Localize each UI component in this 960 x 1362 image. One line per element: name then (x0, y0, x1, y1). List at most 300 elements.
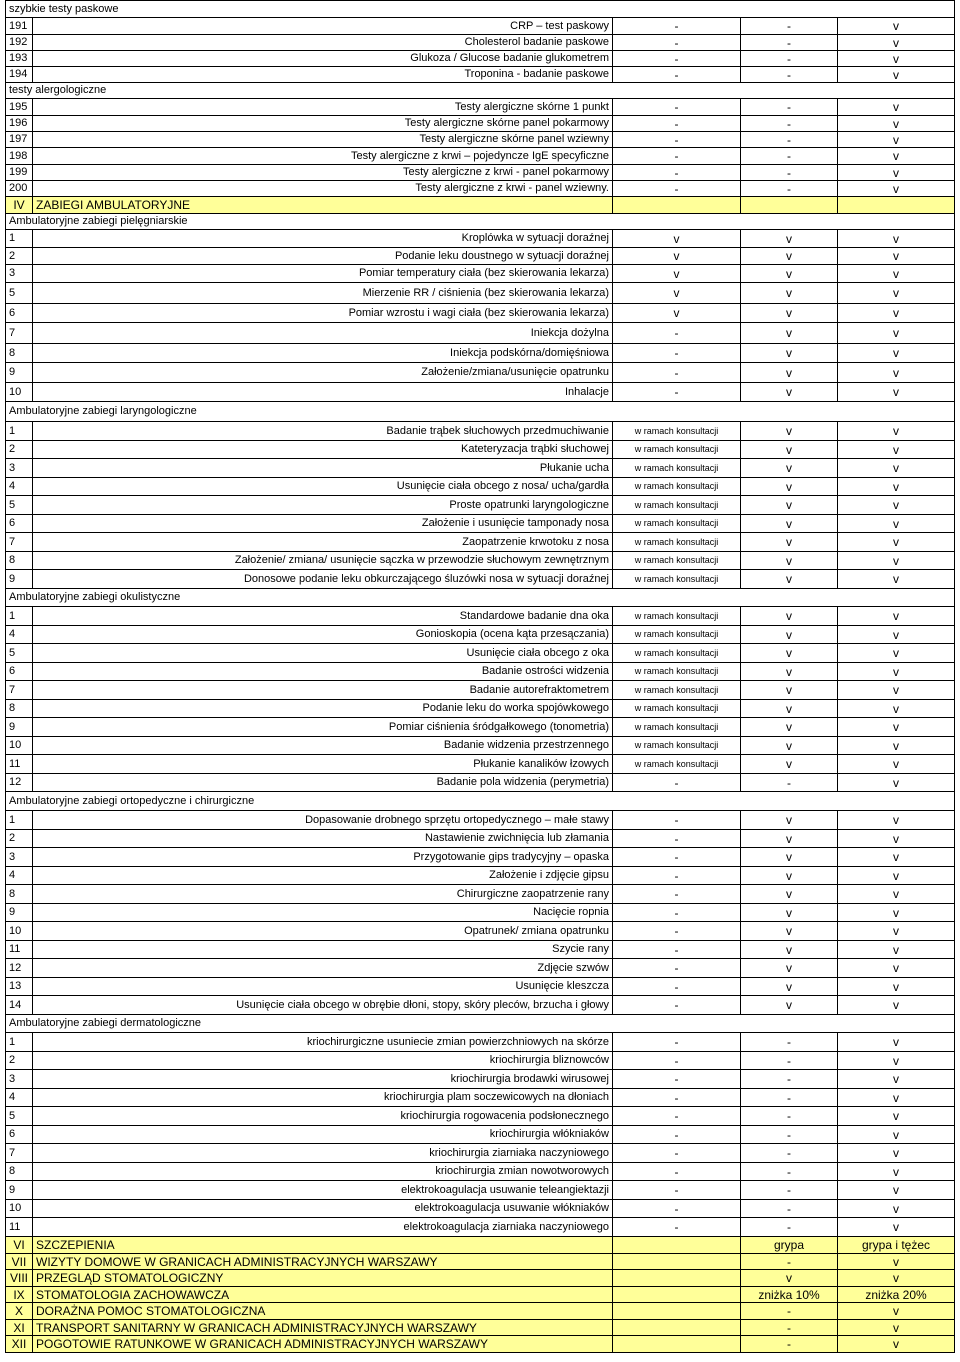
plan-b-value: v (741, 867, 838, 885)
service-name: Założenie/zmiana/usunięcie opatrunku (33, 363, 613, 383)
plan-c-value: v (838, 1218, 955, 1237)
table-row (6, 867, 955, 885)
plan-a-value: - (613, 904, 741, 922)
service-name: Usunięcie kleszcza (33, 978, 613, 996)
plan-b-value: - (741, 165, 838, 181)
plan-b-value: v (741, 1270, 838, 1287)
services-table-body (6, 1, 955, 1353)
table-row (6, 996, 955, 1015)
plan-c-value: v (838, 1320, 955, 1336)
service-name: Badanie ostrości widzenia (33, 663, 613, 681)
row-number: 9 (6, 718, 33, 737)
service-name: Przygotowanie gips tradycyjny – opaska (33, 848, 613, 867)
table-row (6, 383, 955, 402)
plan-c-value: v (838, 18, 955, 35)
plan-c-value: v (838, 1126, 955, 1144)
plan-a-value: w ramach konsultacji (613, 755, 741, 774)
plan-b-value: grypa (741, 1237, 838, 1254)
table-row (6, 1126, 955, 1144)
plan-b-value: v (741, 383, 838, 402)
row-number: 2 (6, 830, 33, 848)
plan-b-value: - (741, 1052, 838, 1070)
service-name: Pomiar wzrostu i wagi ciała (bez skierowania lekarza) (33, 304, 613, 323)
plan-c-value: v (838, 1336, 955, 1353)
plan-b-value: v (741, 644, 838, 663)
plan-c-value: v (838, 99, 955, 116)
plan-b-value: v (741, 515, 838, 533)
service-name: Cholesterol badanie paskowe (33, 35, 613, 51)
plan-c-value: v (838, 148, 955, 165)
plan-b-value: - (741, 148, 838, 165)
table-row (6, 607, 955, 626)
plan-a-value: - (613, 941, 741, 959)
category-name: POGOTOWIE RATUNKOWE W GRANICACH ADMINISTRACYJNYCH WARSZAWY (33, 1336, 613, 1353)
row-number: 6 (6, 1126, 33, 1144)
plan-a-value (613, 1303, 741, 1320)
plan-b-value: v (741, 848, 838, 867)
table-row (6, 323, 955, 344)
plan-b-value: - (741, 1089, 838, 1107)
plan-a-value: - (613, 1126, 741, 1144)
plan-a-value: - (613, 1200, 741, 1218)
plan-a-value: - (613, 132, 741, 148)
table-row (6, 1163, 955, 1181)
row-number: VII (6, 1254, 33, 1270)
plan-c-value: v (838, 283, 955, 304)
plan-a-value: w ramach konsultacji (613, 533, 741, 552)
plan-c-value: v (838, 774, 955, 792)
plan-a-value: w ramach konsultacji (613, 700, 741, 718)
plan-b-value: - (741, 1070, 838, 1089)
plan-b-value: - (741, 1107, 838, 1126)
plan-c-value: v (838, 422, 955, 441)
plan-a-value: w ramach konsultacji (613, 496, 741, 515)
plan-c-value: v (838, 459, 955, 478)
service-name: Podanie leku do worka spojówkowego (33, 700, 613, 718)
table-row (6, 265, 955, 283)
plan-b-value: - (741, 99, 838, 116)
table-row (6, 1200, 955, 1218)
service-name: Usunięcie ciała obcego w obrębie dłoni, stopy, skóry pleców, brzucha i głowy (33, 996, 613, 1015)
plan-c-value: v (838, 363, 955, 383)
plan-c-value: v (838, 663, 955, 681)
table-row (6, 941, 955, 959)
row-number: 1 (6, 607, 33, 626)
plan-a-value: - (613, 383, 741, 402)
plan-a-value: - (613, 996, 741, 1015)
row-number: 1 (6, 230, 33, 248)
row-number: 3 (6, 459, 33, 478)
service-name: kriochirurgia brodawki wirusowej (33, 1070, 613, 1089)
service-name: Nacięcie ropnia (33, 904, 613, 922)
plan-c-value: v (838, 811, 955, 830)
row-number: 4 (6, 1089, 33, 1107)
table-row (6, 644, 955, 663)
plan-a-value: w ramach konsultacji (613, 607, 741, 626)
plan-a-value: - (613, 323, 741, 344)
plan-a-value: - (613, 67, 741, 83)
plan-b-value: v (741, 978, 838, 996)
table-row (6, 904, 955, 922)
service-name: Dopasowanie drobnego sprzętu ortopedycznego – małe stawy (33, 811, 613, 830)
category-row (6, 1336, 955, 1353)
section-heading: Ambulatoryjne zabiegi dermatologiczne (6, 1015, 955, 1033)
plan-a-value: - (613, 99, 741, 116)
row-number: 191 (6, 18, 33, 35)
service-name: Gonioskopia (ocena kąta przesączania) (33, 626, 613, 644)
service-name: Płukanie kanalików łzowych (33, 755, 613, 774)
section-heading-row (6, 1015, 955, 1033)
row-number: 197 (6, 132, 33, 148)
plan-a-value (613, 1320, 741, 1336)
service-name: kriochirurgia zmian nowotworowych (33, 1163, 613, 1181)
plan-c-value: zniżka 20% (838, 1287, 955, 1303)
row-number: VIII (6, 1270, 33, 1287)
section-heading: Ambulatoryjne zabiegi ortopedyczne i chirurgiczne (6, 792, 955, 811)
table-row (6, 1070, 955, 1089)
plan-a-value: - (613, 774, 741, 792)
plan-a-value: - (613, 165, 741, 181)
table-row (6, 18, 955, 35)
service-name: Troponina - badanie paskowe (33, 67, 613, 83)
plan-b-value: - (741, 1163, 838, 1181)
row-number: 9 (6, 904, 33, 922)
plan-b-value (741, 197, 838, 214)
plan-a-value: - (613, 148, 741, 165)
plan-b-value: v (741, 552, 838, 570)
plan-c-value: v (838, 626, 955, 644)
table-row (6, 1052, 955, 1070)
table-row (6, 718, 955, 737)
service-name: Mierzenie RR / ciśnienia (bez skierowania lekarza) (33, 283, 613, 304)
category-row (6, 1270, 955, 1287)
row-number: 196 (6, 116, 33, 132)
plan-c-value: v (838, 1107, 955, 1126)
table-row (6, 885, 955, 904)
plan-a-value: w ramach konsultacji (613, 459, 741, 478)
plan-c-value: v (838, 1181, 955, 1200)
plan-c-value: v (838, 1200, 955, 1218)
plan-c-value: grypa i tężec (838, 1237, 955, 1254)
plan-a-value: w ramach konsultacji (613, 737, 741, 755)
plan-c-value: v (838, 607, 955, 626)
plan-a-value (613, 1270, 741, 1287)
price-list-document (5, 0, 954, 1353)
row-number: 8 (6, 344, 33, 363)
plan-b-value: v (741, 441, 838, 459)
row-number: 8 (6, 1163, 33, 1181)
plan-c-value: v (838, 323, 955, 344)
table-row (6, 344, 955, 363)
row-number: X (6, 1303, 33, 1320)
plan-a-value: - (613, 1163, 741, 1181)
plan-b-value: v (741, 904, 838, 922)
plan-c-value: v (838, 904, 955, 922)
plan-b-value: zniżka 10% (741, 1287, 838, 1303)
plan-b-value: v (741, 459, 838, 478)
table-row (6, 978, 955, 996)
service-name: Płukanie ucha (33, 459, 613, 478)
plan-b-value: v (741, 996, 838, 1015)
row-number: 6 (6, 663, 33, 681)
row-number: 2 (6, 1052, 33, 1070)
service-name: Nastawienie zwichnięcia lub złamania (33, 830, 613, 848)
row-number: 5 (6, 283, 33, 304)
plan-c-value: v (838, 304, 955, 323)
service-name: Założenie i zdjęcie gipsu (33, 867, 613, 885)
row-number: 12 (6, 959, 33, 978)
category-row (6, 1237, 955, 1254)
service-name: Badanie trąbek słuchowych przedmuchiwanie (33, 422, 613, 441)
row-number: 3 (6, 1070, 33, 1089)
table-row (6, 1181, 955, 1200)
plan-b-value: v (741, 626, 838, 644)
plan-a-value: - (613, 922, 741, 941)
plan-a-value: - (613, 1107, 741, 1126)
plan-a-value: w ramach konsultacji (613, 718, 741, 737)
plan-b-value: v (741, 755, 838, 774)
service-name: Chirurgiczne zaopatrzenie rany (33, 885, 613, 904)
service-name: Testy alergiczne z krwi - panel pokarmowy (33, 165, 613, 181)
service-name: Badanie widzenia przestrzennego (33, 737, 613, 755)
category-row (6, 197, 955, 214)
service-name: elektrokoagulacja ziarniaka naczyniowego (33, 1218, 613, 1237)
plan-c-value: v (838, 922, 955, 941)
row-number: 7 (6, 323, 33, 344)
plan-b-value: v (741, 363, 838, 383)
plan-c-value: v (838, 496, 955, 515)
plan-c-value: v (838, 1303, 955, 1320)
table-row (6, 1144, 955, 1163)
row-number: 9 (6, 363, 33, 383)
plan-b-value: v (741, 681, 838, 700)
plan-a-value: w ramach konsultacji (613, 552, 741, 570)
row-number: 8 (6, 700, 33, 718)
plan-b-value: - (741, 1144, 838, 1163)
service-name: Zdjęcie szwów (33, 959, 613, 978)
row-number: 8 (6, 885, 33, 904)
plan-b-value: v (741, 885, 838, 904)
plan-b-value: - (741, 181, 838, 197)
row-number: 3 (6, 265, 33, 283)
plan-c-value: v (838, 885, 955, 904)
plan-c-value: v (838, 383, 955, 402)
row-number: 8 (6, 552, 33, 570)
plan-c-value: v (838, 478, 955, 496)
plan-a-value: - (613, 830, 741, 848)
plan-a-value (613, 1254, 741, 1270)
plan-c-value: v (838, 533, 955, 552)
table-row (6, 681, 955, 700)
section-heading: Ambulatoryjne zabiegi pielęgniarskie (6, 214, 955, 230)
row-number: VI (6, 1237, 33, 1254)
plan-c-value: v (838, 848, 955, 867)
row-number: 11 (6, 941, 33, 959)
row-number: 12 (6, 774, 33, 792)
plan-b-value: - (741, 67, 838, 83)
section-heading: szybkie testy paskowe (6, 1, 955, 18)
plan-b-value: v (741, 533, 838, 552)
plan-c-value: v (838, 959, 955, 978)
plan-c-value: v (838, 116, 955, 132)
plan-b-value: v (741, 422, 838, 441)
service-name: Założenie i usunięcie tamponady nosa (33, 515, 613, 533)
section-heading-row (6, 83, 955, 99)
table-row (6, 533, 955, 552)
plan-a-value (613, 1237, 741, 1254)
plan-b-value: v (741, 922, 838, 941)
row-number: 11 (6, 1218, 33, 1237)
category-name: PRZEGLĄD STOMATOLOGICZNY (33, 1270, 613, 1287)
service-name: Donosowe podanie leku obkurczającego śluzówki nosa w sytuacji doraźnej (33, 570, 613, 589)
plan-b-value: - (741, 18, 838, 35)
plan-b-value: v (741, 811, 838, 830)
service-name: Usunięcie ciała obcego z nosa/ ucha/gardła (33, 478, 613, 496)
plan-b-value: - (741, 132, 838, 148)
row-number: 3 (6, 848, 33, 867)
plan-c-value: v (838, 867, 955, 885)
service-name: Badanie pola widzenia (perymetria) (33, 774, 613, 792)
table-row (6, 116, 955, 132)
row-number: 1 (6, 811, 33, 830)
section-heading-row (6, 214, 955, 230)
plan-b-value: - (741, 1254, 838, 1270)
plan-a-value: w ramach konsultacji (613, 626, 741, 644)
service-name: Podanie leku doustnego w sytuacji doraźnej (33, 248, 613, 265)
plan-b-value: - (741, 1336, 838, 1353)
service-name: Glukoza / Glucose badanie glukometrem (33, 51, 613, 67)
plan-c-value: v (838, 132, 955, 148)
row-number: 193 (6, 51, 33, 67)
service-name: Kateteryzacja trąbki słuchowej (33, 441, 613, 459)
plan-a-value: w ramach konsultacji (613, 441, 741, 459)
category-row (6, 1287, 955, 1303)
service-name: Zaopatrzenie krwotoku z nosa (33, 533, 613, 552)
table-row (6, 700, 955, 718)
row-number: 192 (6, 35, 33, 51)
plan-c-value: v (838, 978, 955, 996)
service-name: Standardowe badanie dna oka (33, 607, 613, 626)
plan-b-value: v (741, 607, 838, 626)
row-number: 195 (6, 99, 33, 116)
section-heading-row (6, 402, 955, 422)
plan-a-value: w ramach konsultacji (613, 681, 741, 700)
category-name: ZABIEGI AMBULATORYJNE (33, 197, 613, 214)
table-row (6, 248, 955, 265)
plan-c-value: v (838, 830, 955, 848)
service-name: Proste opatrunki laryngologiczne (33, 496, 613, 515)
service-name: Testy alergiczne z krwi – pojedyncze IgE specyficzne (33, 148, 613, 165)
plan-c-value: v (838, 515, 955, 533)
plan-b-value: v (741, 283, 838, 304)
section-heading-row (6, 1, 955, 18)
plan-b-value: v (741, 265, 838, 283)
row-number: 11 (6, 755, 33, 774)
table-row (6, 496, 955, 515)
plan-b-value: v (741, 230, 838, 248)
service-name: Założenie/ zmiana/ usunięcie sączka w przewodzie słuchowym zewnętrznym (33, 552, 613, 570)
row-number: 198 (6, 148, 33, 165)
service-name: CRP – test paskowy (33, 18, 613, 35)
service-name: kriochirurgia ziarniaka naczyniowego (33, 1144, 613, 1163)
plan-c-value: v (838, 718, 955, 737)
service-name: Testy alergiczne skórne panel wziewny (33, 132, 613, 148)
category-name: SZCZEPIENIA (33, 1237, 613, 1254)
table-row (6, 422, 955, 441)
row-number: 13 (6, 978, 33, 996)
plan-a-value: - (613, 51, 741, 67)
row-number: 10 (6, 383, 33, 402)
plan-a-value: - (613, 978, 741, 996)
section-heading: Ambulatoryjne zabiegi okulistyczne (6, 589, 955, 607)
plan-a-value: - (613, 116, 741, 132)
plan-c-value: v (838, 700, 955, 718)
plan-a-value: w ramach konsultacji (613, 644, 741, 663)
plan-a-value: w ramach konsultacji (613, 422, 741, 441)
table-row (6, 515, 955, 533)
table-row (6, 35, 955, 51)
row-number: 6 (6, 515, 33, 533)
plan-b-value: - (741, 1303, 838, 1320)
plan-c-value: v (838, 1033, 955, 1052)
plan-b-value: - (741, 1320, 838, 1336)
plan-c-value: v (838, 181, 955, 197)
plan-a-value: - (613, 344, 741, 363)
table-row (6, 459, 955, 478)
plan-a-value (613, 197, 741, 214)
plan-b-value: v (741, 700, 838, 718)
plan-a-value (613, 1287, 741, 1303)
plan-a-value: - (613, 181, 741, 197)
row-number: 2 (6, 441, 33, 459)
plan-b-value: v (741, 496, 838, 515)
plan-a-value: w ramach konsultacji (613, 478, 741, 496)
plan-c-value: v (838, 165, 955, 181)
row-number: XII (6, 1336, 33, 1353)
category-row (6, 1303, 955, 1320)
plan-c-value: v (838, 248, 955, 265)
service-name: Testy alergiczne z krwi - panel wziewny. (33, 181, 613, 197)
plan-a-value: v (613, 230, 741, 248)
plan-b-value: v (741, 304, 838, 323)
row-number: 10 (6, 737, 33, 755)
section-heading-row (6, 792, 955, 811)
row-number: 1 (6, 1033, 33, 1052)
plan-a-value: w ramach konsultacji (613, 515, 741, 533)
service-name: Inhalacje (33, 383, 613, 402)
table-row (6, 165, 955, 181)
table-row (6, 148, 955, 165)
category-name: DORAŻNA POMOC STOMATOLOGICZNA (33, 1303, 613, 1320)
plan-b-value: v (741, 737, 838, 755)
row-number: 5 (6, 1107, 33, 1126)
table-row (6, 283, 955, 304)
service-name: Opatrunek/ zmiana opatrunku (33, 922, 613, 941)
table-row (6, 1089, 955, 1107)
plan-b-value: v (741, 570, 838, 589)
plan-c-value: v (838, 441, 955, 459)
plan-a-value: v (613, 304, 741, 323)
table-row (6, 570, 955, 589)
row-number: 5 (6, 644, 33, 663)
row-number: 7 (6, 681, 33, 700)
row-number: 1 (6, 422, 33, 441)
table-row (6, 478, 955, 496)
row-number: 10 (6, 922, 33, 941)
plan-c-value: v (838, 1163, 955, 1181)
service-name: Testy alergiczne skórne 1 punkt (33, 99, 613, 116)
plan-b-value: v (741, 663, 838, 681)
